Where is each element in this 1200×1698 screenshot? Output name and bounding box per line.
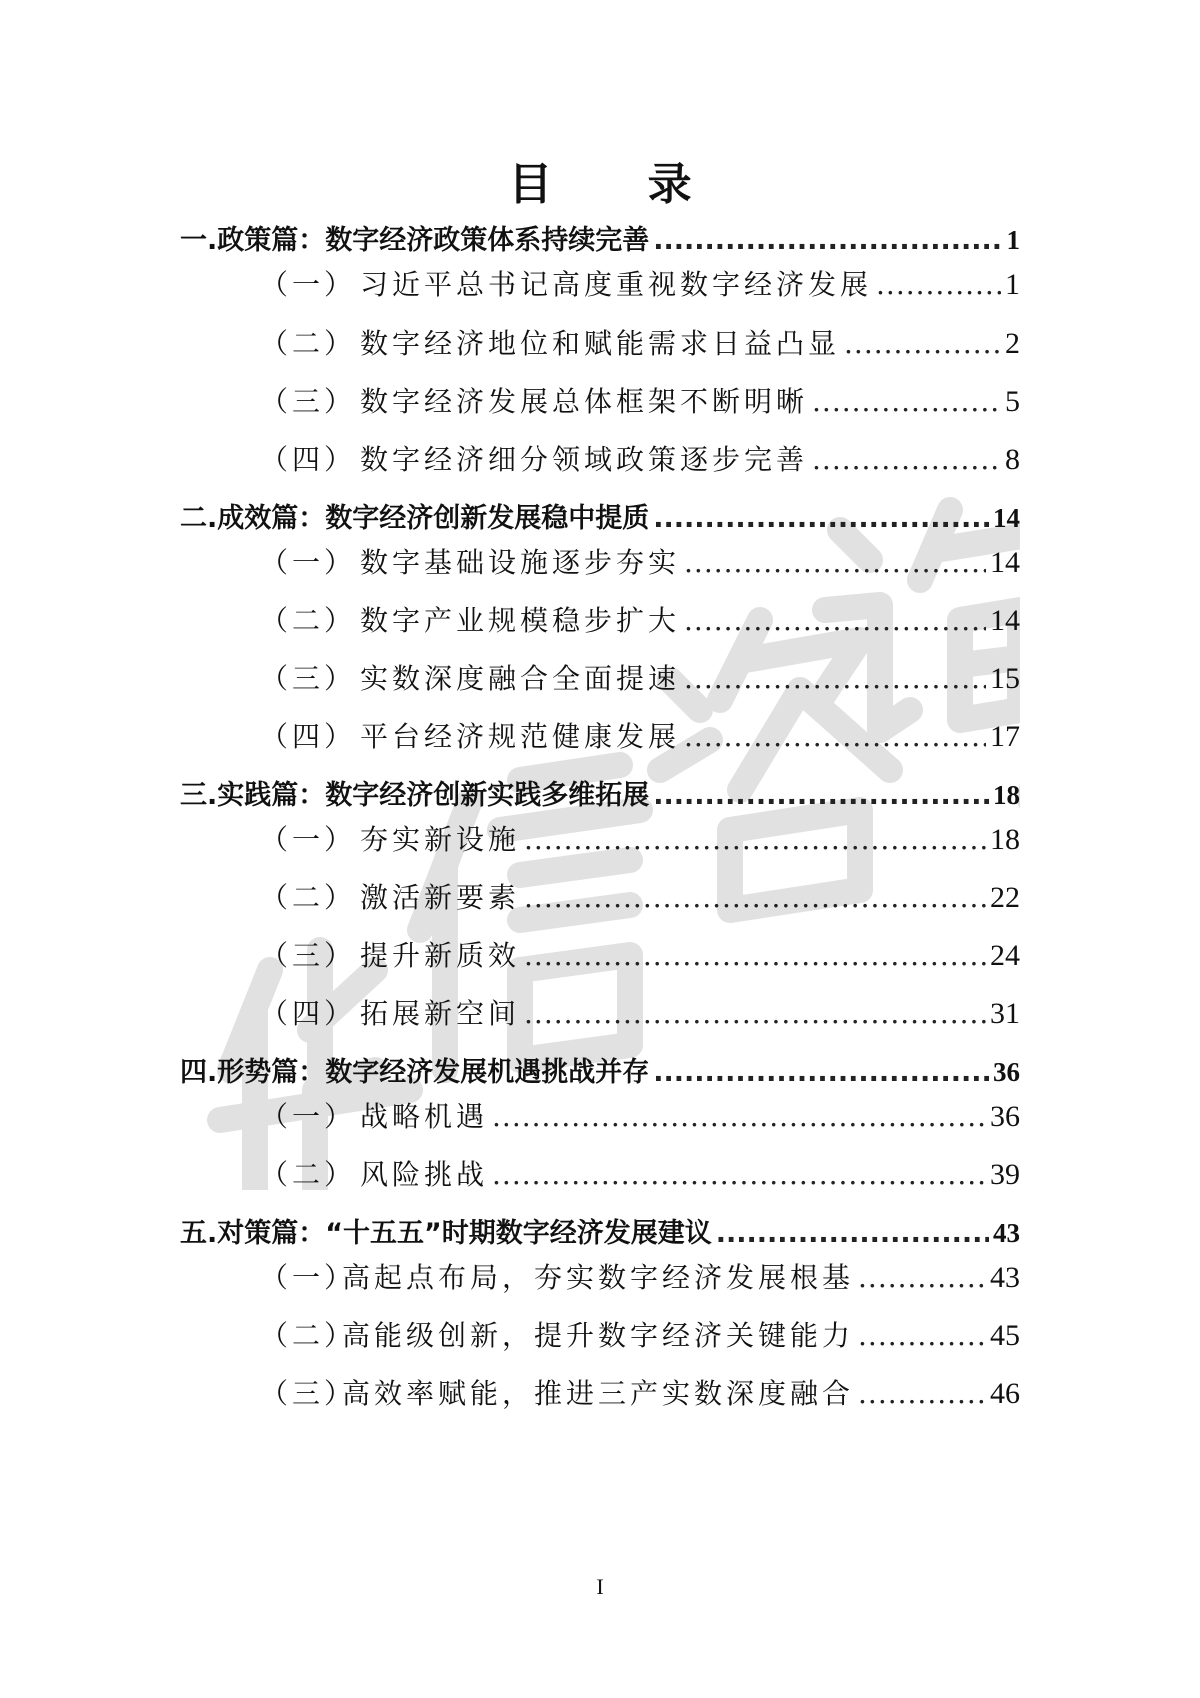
section-title: 激活新要素 bbox=[360, 881, 521, 914]
section-page-number: 24 bbox=[990, 939, 1020, 972]
chapter-title: 政策篇：数字经济政策体系持续完善 bbox=[217, 225, 650, 256]
section-title: 数字经济细分领域政策逐步完善 bbox=[360, 443, 809, 476]
section-title: 高效率赋能，推进三产实数深度融合 bbox=[342, 1377, 855, 1410]
chapter-title: 成效篇：数字经济创新发展稳中提质 bbox=[217, 503, 650, 534]
dot-leader bbox=[844, 327, 1001, 360]
dot-leader bbox=[858, 1261, 986, 1294]
section-title: 提升新质效 bbox=[360, 939, 521, 972]
chapter-page-number: 14 bbox=[993, 503, 1020, 533]
section-title: 数字基础设施逐步夯实 bbox=[360, 546, 681, 579]
section-title: 习近平总书记高度重视数字经济发展 bbox=[360, 268, 873, 301]
chapter-page-number: 18 bbox=[993, 780, 1020, 810]
dot-leader bbox=[524, 939, 986, 972]
chapter-number: 五. bbox=[180, 1218, 218, 1249]
section-page-number: 31 bbox=[990, 997, 1020, 1030]
chapter-page-number: 1 bbox=[1006, 225, 1020, 255]
chapter-page-number: 43 bbox=[993, 1218, 1020, 1248]
dot-leader bbox=[524, 881, 986, 914]
toc-section-1-3[interactable] bbox=[260, 380, 1020, 420]
section-title: 高能级创新，提升数字经济关键能力 bbox=[342, 1319, 855, 1352]
page-title: 目 录 bbox=[508, 159, 732, 210]
section-page-number: 8 bbox=[1005, 443, 1020, 476]
section-number: （四） bbox=[260, 443, 357, 476]
toc-section-1-4[interactable] bbox=[260, 438, 1020, 478]
toc-section-4-1[interactable] bbox=[260, 1095, 1020, 1135]
section-number: （四） bbox=[260, 720, 357, 753]
toc-section-2-1[interactable] bbox=[260, 541, 1020, 581]
section-page-number: 46 bbox=[990, 1377, 1020, 1410]
section-number: （一） bbox=[260, 1100, 357, 1133]
dot-leader bbox=[653, 1057, 989, 1088]
section-number: （四） bbox=[260, 997, 357, 1030]
dot-leader bbox=[858, 1319, 986, 1352]
section-title: 实数深度融合全面提速 bbox=[360, 662, 681, 695]
section-number: （三） bbox=[260, 939, 357, 972]
section-number: （一） bbox=[260, 823, 357, 856]
section-page-number: 45 bbox=[990, 1319, 1020, 1352]
section-number: （一） bbox=[260, 268, 357, 301]
dot-leader bbox=[684, 720, 986, 753]
section-page-number: 2 bbox=[1005, 327, 1020, 360]
section-number: （二） bbox=[260, 1319, 357, 1352]
toc-section-3-1[interactable] bbox=[260, 818, 1020, 858]
section-title: 拓展新空间 bbox=[360, 997, 521, 1030]
section-page-number: 14 bbox=[990, 604, 1020, 637]
toc-section-3-3[interactable] bbox=[260, 934, 1020, 974]
chapter-page-number: 36 bbox=[993, 1057, 1020, 1087]
section-number: （一） bbox=[260, 546, 357, 579]
dot-leader bbox=[876, 268, 1001, 301]
dot-leader bbox=[812, 385, 1001, 418]
chapter-number: 二. bbox=[180, 503, 218, 534]
page-footer-number: I bbox=[596, 1574, 604, 1599]
section-number: （三） bbox=[260, 662, 357, 695]
dot-leader bbox=[492, 1100, 986, 1133]
section-number: （二） bbox=[260, 327, 357, 360]
toc-section-2-2[interactable] bbox=[260, 599, 1020, 639]
dot-leader bbox=[716, 1218, 989, 1249]
toc-section-3-2[interactable] bbox=[260, 876, 1020, 916]
toc-section-4-2[interactable] bbox=[260, 1153, 1020, 1193]
section-number: （三） bbox=[260, 1377, 357, 1410]
toc-section-1-2[interactable] bbox=[260, 322, 1020, 362]
section-title: 高起点布局，夯实数字经济发展根基 bbox=[342, 1261, 855, 1294]
section-title: 数字经济发展总体框架不断明晰 bbox=[360, 385, 809, 418]
section-title: 平台经济规范健康发展 bbox=[360, 720, 681, 753]
section-page-number: 36 bbox=[990, 1100, 1020, 1133]
chapter-title: 形势篇：数字经济发展机遇挑战并存 bbox=[217, 1057, 650, 1088]
dot-leader bbox=[684, 662, 986, 695]
section-page-number: 17 bbox=[990, 720, 1020, 753]
dot-leader bbox=[524, 997, 986, 1030]
section-page-number: 5 bbox=[1005, 385, 1020, 418]
toc-section-2-3[interactable] bbox=[260, 657, 1020, 697]
chapter-title: 实践篇：数字经济创新实践多维拓展 bbox=[217, 780, 650, 811]
dot-leader bbox=[653, 780, 989, 811]
dot-leader bbox=[684, 546, 986, 579]
toc-chapter-1[interactable] bbox=[180, 218, 1020, 257]
section-title: 数字经济地位和赋能需求日益凸显 bbox=[360, 327, 841, 360]
section-page-number: 15 bbox=[990, 662, 1020, 695]
section-title: 数字产业规模稳步扩大 bbox=[360, 604, 681, 637]
section-page-number: 1 bbox=[1005, 268, 1020, 301]
toc-section-5-1[interactable] bbox=[260, 1256, 1020, 1296]
toc-section-3-4[interactable] bbox=[260, 992, 1020, 1032]
dot-leader bbox=[524, 823, 986, 856]
toc-section-1-1[interactable] bbox=[260, 263, 1020, 303]
dot-leader bbox=[684, 604, 986, 637]
toc-chapter-4[interactable] bbox=[180, 1050, 1020, 1089]
section-number: （三） bbox=[260, 385, 357, 418]
section-number: （二） bbox=[260, 881, 357, 914]
section-page-number: 18 bbox=[990, 823, 1020, 856]
dot-leader bbox=[858, 1377, 986, 1410]
section-title: 夯实新设施 bbox=[360, 823, 521, 856]
section-page-number: 14 bbox=[990, 546, 1020, 579]
chapter-number: 一. bbox=[180, 225, 218, 256]
dot-leader bbox=[492, 1158, 986, 1191]
toc-section-5-2[interactable] bbox=[260, 1314, 1020, 1354]
section-page-number: 22 bbox=[990, 881, 1020, 914]
chapter-title: 对策篇：“十五五”时期数字经济发展建议 bbox=[217, 1218, 712, 1249]
dot-leader bbox=[653, 225, 1002, 256]
section-title: 风险挑战 bbox=[360, 1158, 489, 1191]
toc-chapter-5[interactable] bbox=[180, 1211, 1020, 1250]
section-number: （一） bbox=[260, 1261, 357, 1294]
section-title: 战略机遇 bbox=[360, 1100, 489, 1133]
section-number: （二） bbox=[260, 1158, 357, 1191]
section-page-number: 43 bbox=[990, 1261, 1020, 1294]
dot-leader bbox=[653, 503, 989, 534]
toc-section-5-3[interactable] bbox=[260, 1372, 1020, 1412]
toc-section-2-4[interactable] bbox=[260, 715, 1020, 755]
chapter-number: 四. bbox=[180, 1057, 218, 1088]
section-number: （二） bbox=[260, 604, 357, 637]
toc-chapter-3[interactable] bbox=[180, 773, 1020, 812]
toc-chapter-2[interactable] bbox=[180, 496, 1020, 535]
chapter-number: 三. bbox=[180, 780, 218, 811]
dot-leader bbox=[812, 443, 1001, 476]
section-page-number: 39 bbox=[990, 1158, 1020, 1191]
